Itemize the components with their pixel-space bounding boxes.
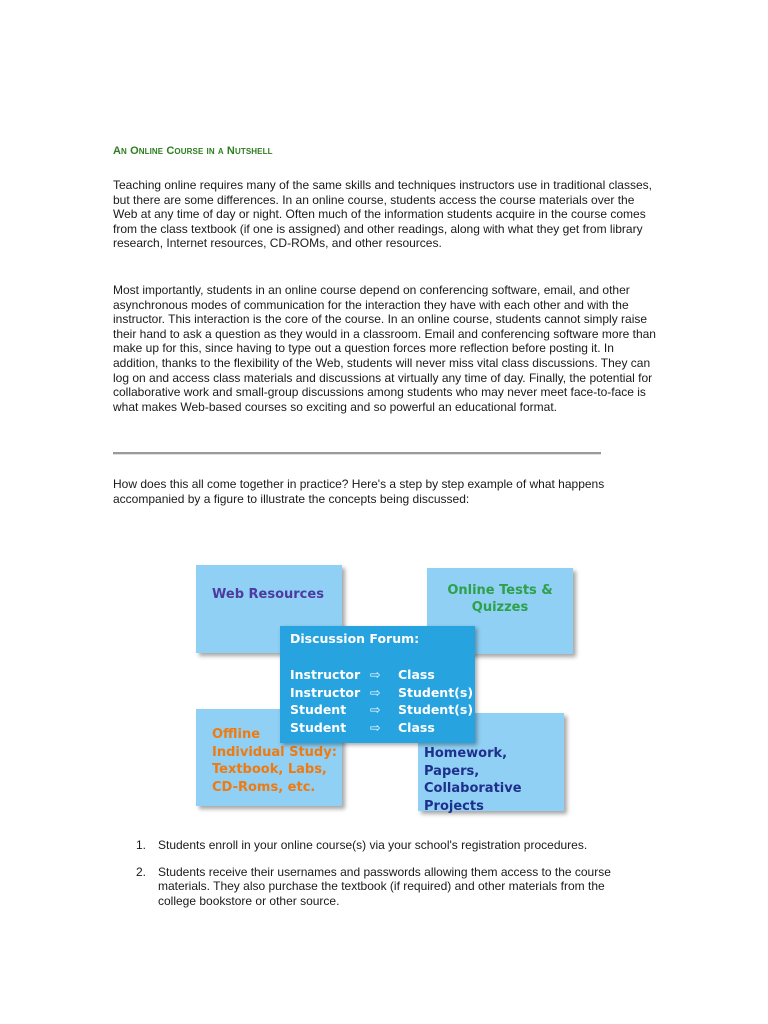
intro-paragraph: Teaching online requires many of the same skills and techniques instructors use in traditional classes, but there are some differences. In an online course, students access the course materials over the Web at any time of day or night. Often much of the information students acquire in the course comes from the class textbook (if one is assigned) and other readings, along with what they get from library research, Internet resources, CD-ROMs, and other resources. — [113, 178, 652, 251]
arrow-right-icon: ⇨ — [370, 719, 381, 735]
homework-line: Projects — [424, 798, 484, 814]
offline-line: Offline — [212, 727, 261, 742]
arrow-right-icon: ⇨ — [370, 667, 381, 682]
forum-row-to: Student(s) — [398, 684, 474, 700]
steps-list — [113, 838, 633, 920]
horizontal-divider — [113, 452, 601, 455]
forum-row-from: Instructor — [290, 667, 361, 682]
list-item-number: 2. — [136, 864, 147, 879]
forum-row — [290, 667, 473, 685]
forum-row — [290, 702, 473, 720]
interaction-paragraph: Most importantly, students in an online course depend on conferencing software, email, and other asynchronous modes of communication for the interaction they have with each other and with the instructor. This interaction is the core of the course. In an online course, students cannot simply raise their hand to ask a question as they would in a classroom. Email and conferencing software more than make up for this, since having to type out a question forces more reflection before posting it. In addition, thanks to the flexibility of the Web, students will never miss vital class discussions. They can log on and access class materials and discussions at virtually any time of day. Finally, the potential for collaborative work and small-group discussions among students who may never meet face-to-face is what makes Web-based courses so exciting and so powerful an educational format. — [113, 283, 656, 414]
forum-row-to: Class — [398, 667, 435, 682]
forum-row-from: Student — [290, 702, 347, 717]
arrow-right-icon: ⇨ — [370, 702, 381, 717]
list-item-number: 1. — [136, 838, 147, 852]
forum-row — [290, 720, 473, 738]
forum-row — [290, 685, 473, 703]
practice-intro-paragraph: How does this all come together in practice? Here's a step by step example of what happens accompanied by a figure to illustrate the concepts being discussed: — [113, 477, 605, 506]
list-item — [113, 838, 633, 853]
arrow-right-icon: ⇨ — [370, 684, 381, 700]
homework-line: Homework, Papers, — [424, 746, 508, 779]
page-title: An Online Course in a Nutshell — [113, 145, 273, 157]
web-resources-label: Web Resources — [212, 587, 324, 602]
forum-row-to: Class — [398, 719, 435, 735]
list-item — [113, 865, 633, 909]
discussion-forum-title: Discussion Forum: — [290, 631, 420, 646]
discussion-forum-box — [280, 626, 475, 743]
discussion-forum-rows — [290, 667, 473, 737]
forum-row-from: Student — [290, 719, 347, 735]
homework-line: Collaborative — [424, 781, 522, 796]
list-item-text: Students receive their usernames and passwords allowing them access to the course materials. They also purchase the textbook (if required) and other materials from the college bookstore or other source. — [158, 864, 611, 908]
forum-row-from: Instructor — [290, 684, 361, 700]
offline-line: Textbook, Labs, — [212, 762, 327, 777]
offline-line: Individual Study: — [212, 744, 337, 760]
forum-row-to: Student(s) — [398, 702, 474, 717]
online-tests-label: Online Tests & Quizzes — [447, 583, 553, 615]
online-course-diagram — [190, 560, 580, 820]
offline-line: CD-Roms, etc. — [212, 779, 316, 795]
list-item-text: Students enroll in your online course(s) via your school's registration procedures. — [158, 838, 588, 852]
